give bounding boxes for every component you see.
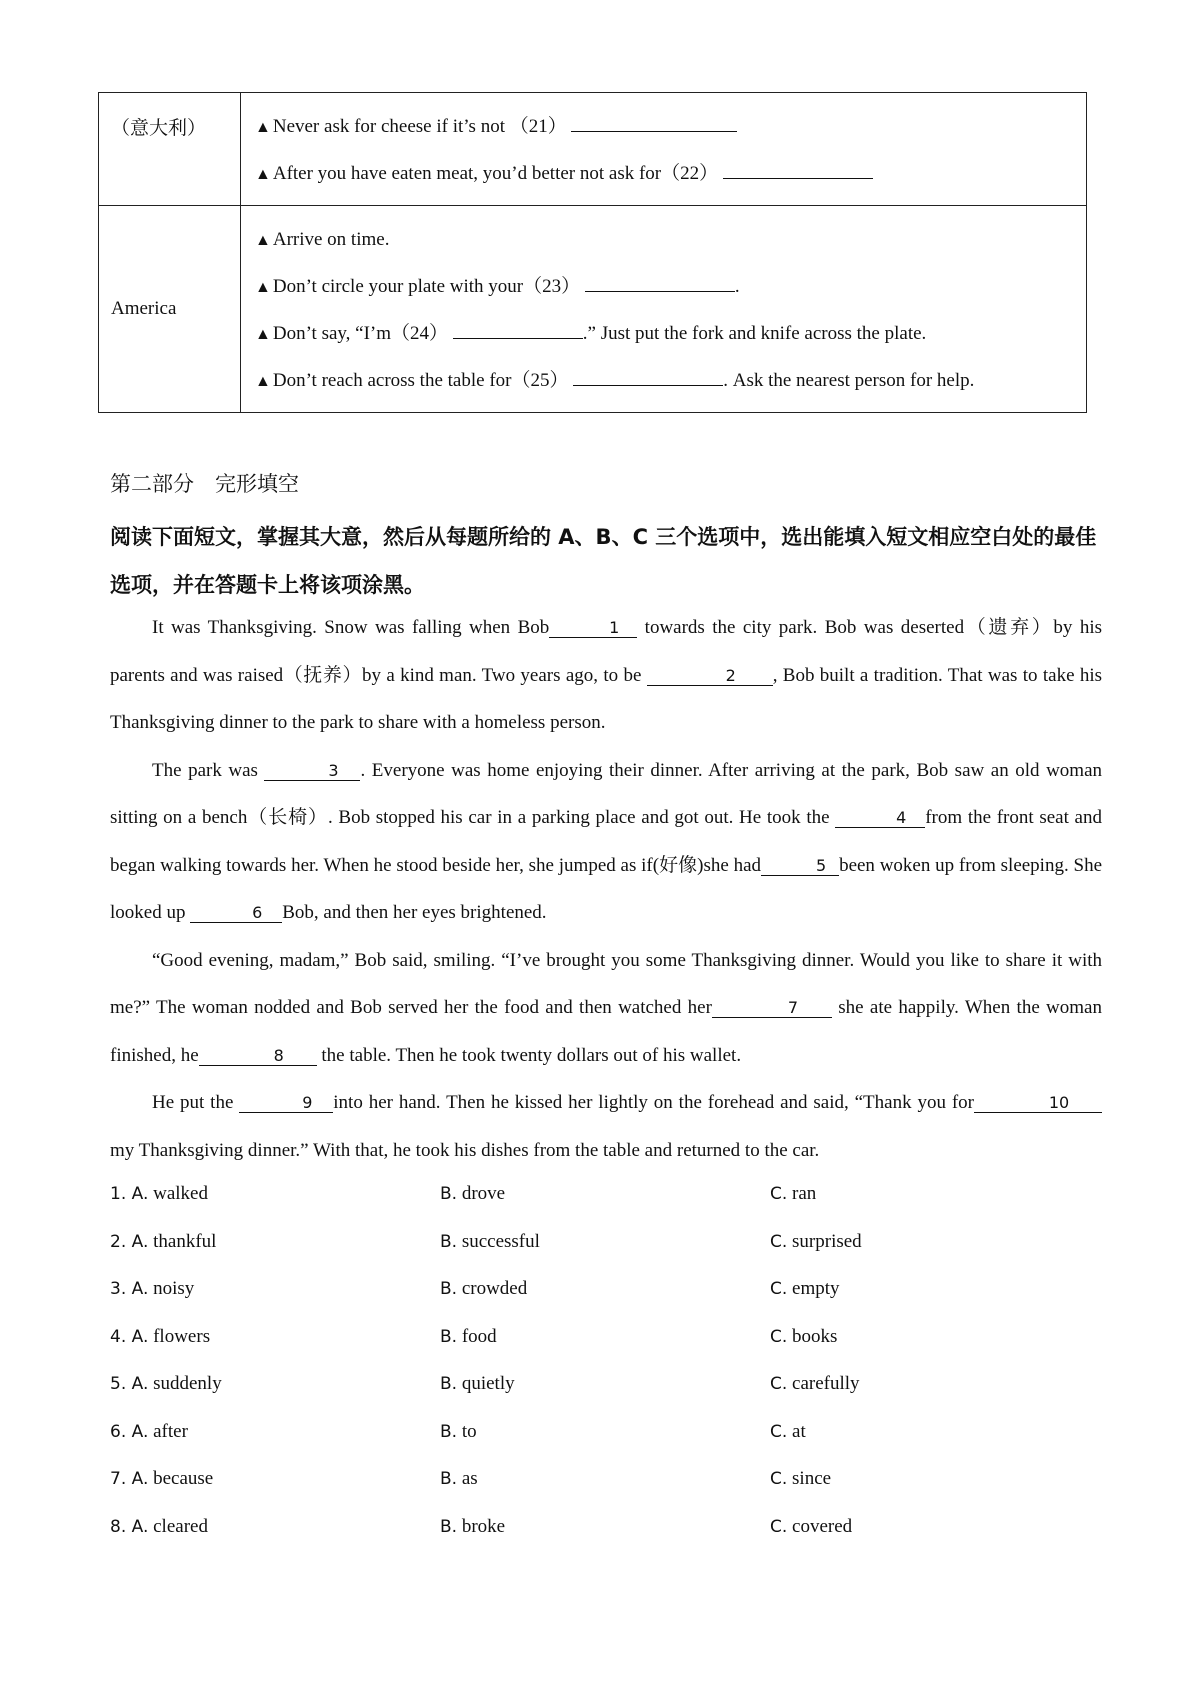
rules-cell [241, 206, 1086, 412]
option-row-3 [110, 1265, 1110, 1313]
option-a[interactable]: 3. A. noisy [110, 1278, 195, 1299]
answer-blank-23[interactable] [585, 273, 735, 292]
rule-text: After you have eaten meat, you’d better not ask for（22） [272, 163, 719, 184]
section-title: 第二部分 完形填空 [110, 472, 299, 496]
option-a[interactable]: 8. A. cleared [110, 1515, 208, 1537]
rule-item [255, 273, 1086, 300]
blank-10[interactable]: 10 [974, 1092, 1102, 1113]
passage-text: It was Thanksgiving. Snow was falling when Bob [152, 617, 550, 638]
table-row-italy [99, 93, 1086, 205]
option-row-4 [110, 1313, 1110, 1361]
option-a[interactable]: 1. A. walked [110, 1183, 208, 1204]
country-cell: America [99, 206, 241, 412]
passage-text: towards the city park. Bob was deserted（遗弃）by his parents and was raised（抚养）by a kind man. Two years ago, to be [110, 617, 1103, 686]
option-b[interactable]: B. to [440, 1420, 477, 1442]
option-c[interactable]: C. carefully [770, 1373, 860, 1394]
option-b[interactable]: B. broke [440, 1515, 506, 1537]
answer-options [110, 1170, 1110, 1550]
passage-text: . Everyone was home enjoying their dinner. After arriving at the park, Bob saw an old woman sitting on a bench（长椅）. Bob stopped his car in a parking place and got out. He took the [110, 759, 1102, 828]
option-a[interactable]: 2. A. thankful [110, 1230, 217, 1252]
option-b[interactable]: B. drove [440, 1183, 506, 1204]
option-row-7 [110, 1455, 1110, 1503]
option-c[interactable]: C. ran [770, 1183, 817, 1204]
answer-blank-25[interactable] [573, 367, 723, 386]
option-c[interactable]: C. empty [770, 1278, 840, 1299]
rule-text: Arrive on time. [272, 229, 390, 250]
triangle-bullet-icon: ▲ [255, 326, 271, 343]
paragraph-2 [110, 747, 1102, 937]
option-row-6 [110, 1408, 1110, 1456]
passage-text: “Good evening, madam,” Bob said, smiling. “I’ve brought you some Thanksgiving dinner. Would you like to share it with me?” The woman nodded and Bob served her the food and then watched her [110, 949, 1102, 1018]
option-b[interactable]: B. successful [440, 1230, 540, 1252]
blank-3[interactable]: 3 [264, 760, 360, 781]
rule-item [255, 113, 1086, 140]
option-row-2 [110, 1218, 1110, 1266]
paragraph-3 [110, 937, 1102, 1080]
rule-text: Don’t reach across the table for（25） [272, 370, 569, 391]
passage-text: into her hand. Then he kissed her lightly on the forehead and said, “Thank you for [333, 1092, 974, 1113]
blank-4[interactable]: 4 [835, 807, 925, 828]
option-c[interactable]: C. covered [770, 1515, 853, 1537]
passage-text: , Bob built a tradition. That was to take his Thanksgiving dinner to the park to share with a homeless person. [110, 664, 1103, 733]
rule-text: Don’t circle your plate with your（23） [272, 276, 581, 297]
option-row-5 [110, 1360, 1110, 1408]
rule-item [255, 226, 1086, 253]
blank-7[interactable]: 7 [712, 997, 832, 1018]
triangle-bullet-icon: ▲ [255, 373, 271, 390]
blank-5[interactable]: 5 [761, 855, 839, 876]
passage-text: He put the [152, 1092, 240, 1113]
etiquette-table [98, 92, 1087, 413]
option-b[interactable]: B. food [440, 1325, 497, 1347]
instructions: 阅读下面短文，掌握其大意，然后从每题所给的 A、B、C 三个选项中，选出能填入短文相应空白处的最佳选项，并在答题卡上将该项涂黑。 [110, 525, 1097, 597]
option-c[interactable]: C. books [770, 1325, 838, 1347]
blank-2[interactable]: 2 [647, 665, 773, 686]
rule-tail: . Ask the nearest person for help. [723, 370, 975, 391]
passage-text: she ate happily. When the woman finished, he [110, 997, 1102, 1066]
option-row-1 [110, 1170, 1110, 1218]
blank-1[interactable]: 1 [549, 617, 637, 638]
blank-6[interactable]: 6 [190, 902, 282, 923]
answer-blank-24[interactable] [453, 320, 583, 339]
table-row-america [99, 205, 1086, 412]
rule-item [255, 367, 1086, 394]
triangle-bullet-icon: ▲ [255, 166, 271, 183]
option-b[interactable]: B. crowded [440, 1278, 528, 1299]
passage-text: my Thanksgiving dinner.” With that, he took his dishes from the table and returned to the car. [110, 1139, 820, 1161]
blank-9[interactable]: 9 [239, 1092, 333, 1113]
option-c[interactable]: C. since [770, 1468, 832, 1489]
triangle-bullet-icon: ▲ [255, 279, 271, 296]
rules-cell [241, 93, 1086, 205]
option-b[interactable]: B. quietly [440, 1373, 515, 1394]
rule-tail: .” Just put the fork and knife across the plate. [582, 323, 927, 344]
paragraph-1 [110, 604, 1102, 747]
country-cell: （意大利） [99, 93, 241, 205]
passage-text: the table. Then he took twenty dollars out of his wallet. [316, 1044, 742, 1066]
option-a[interactable]: 7. A. because [110, 1468, 214, 1489]
passage-text: Bob, and then her eyes brightened. [282, 902, 547, 923]
rule-text: Never ask for cheese if it’s not （21） [272, 116, 567, 137]
rule-item [255, 160, 1086, 187]
rule-item [255, 320, 1086, 347]
answer-blank-22[interactable] [723, 160, 873, 179]
rule-text: Don’t say, “I’m（24） [272, 323, 449, 344]
triangle-bullet-icon: ▲ [255, 119, 271, 136]
option-a[interactable]: 4. A. flowers [110, 1325, 211, 1347]
cloze-passage [110, 604, 1102, 1174]
passage-text: The park was [152, 759, 265, 781]
answer-blank-21[interactable] [571, 113, 737, 132]
rule-tail: . [734, 276, 740, 297]
option-a[interactable]: 6. A. after [110, 1420, 188, 1442]
option-c[interactable]: C. at [770, 1420, 806, 1442]
option-a[interactable]: 5. A. suddenly [110, 1373, 222, 1394]
option-b[interactable]: B. as [440, 1468, 478, 1489]
option-c[interactable]: C. surprised [770, 1230, 862, 1252]
passage-text: been woken up from sleeping. She looked up [110, 854, 1102, 923]
blank-8[interactable]: 8 [199, 1045, 317, 1066]
paragraph-4 [110, 1079, 1102, 1174]
option-row-8 [110, 1503, 1110, 1551]
triangle-bullet-icon: ▲ [255, 232, 271, 249]
passage-text: from the front seat and began walking towards her. When he stood beside her, she jumped as if(好像)she had [110, 807, 1102, 876]
